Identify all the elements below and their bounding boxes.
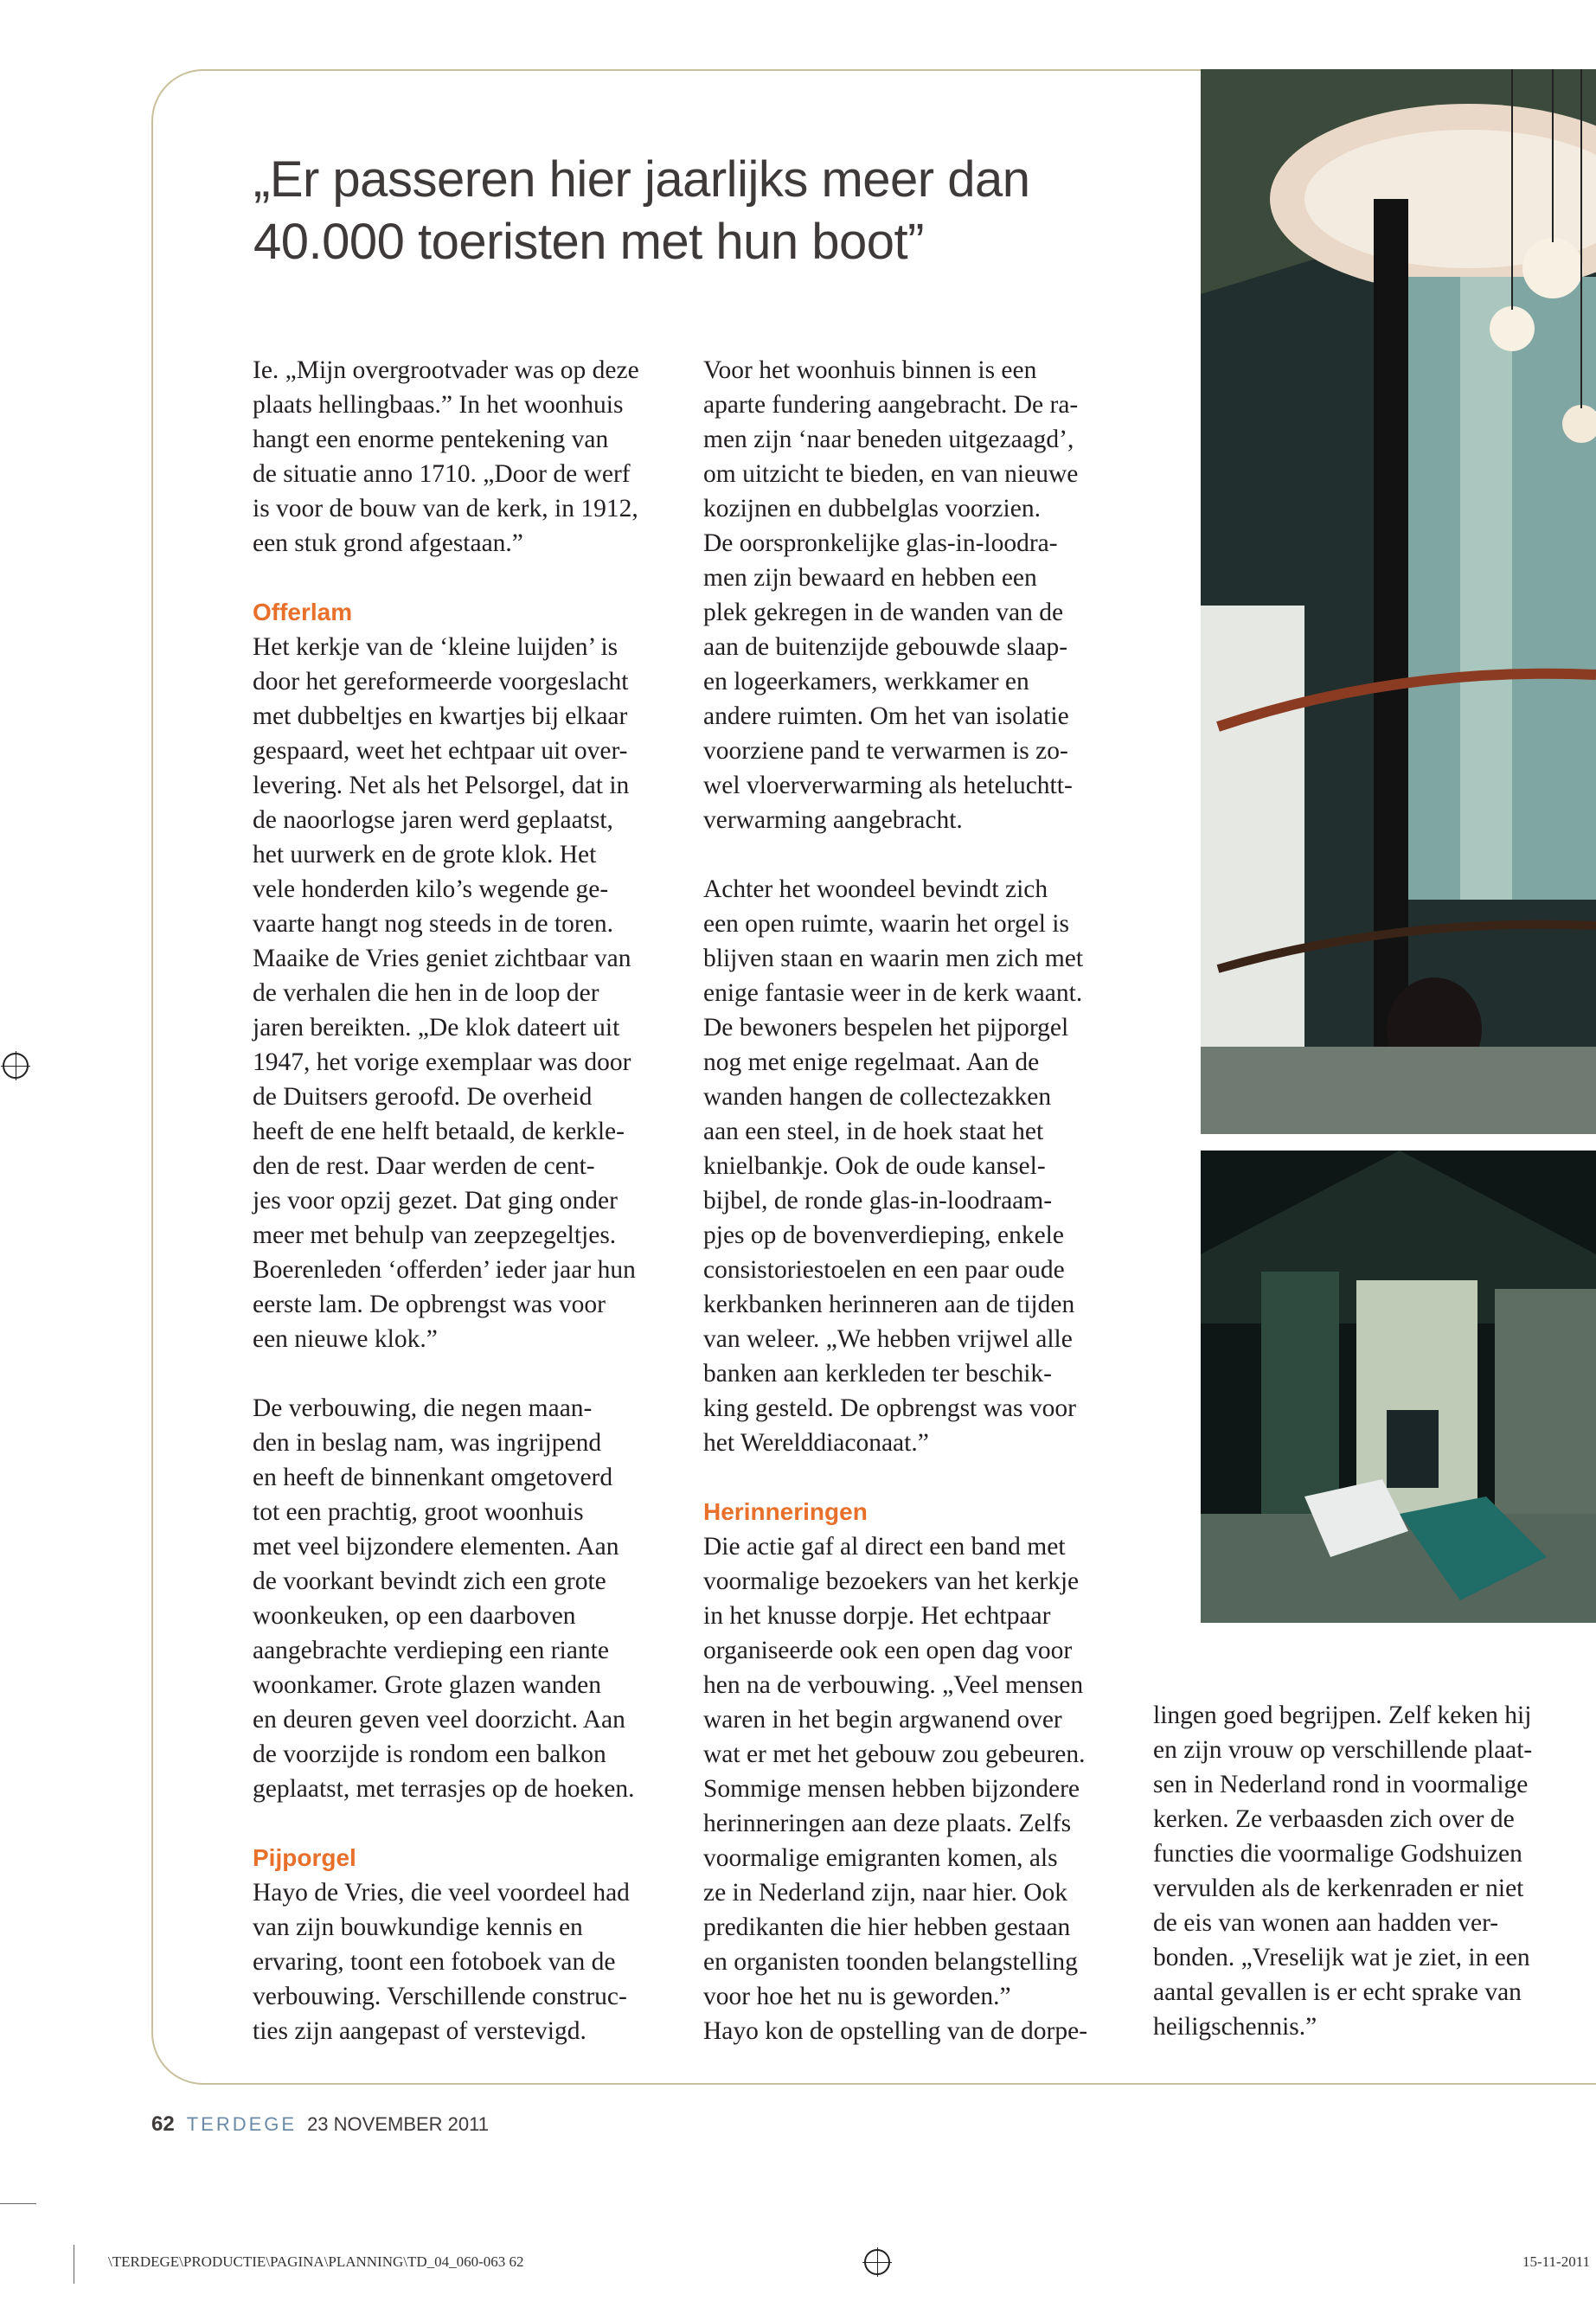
- registration-mark-icon: [864, 2249, 890, 2275]
- body-text-line: en logeerkamers, werkkamer en: [703, 668, 1029, 695]
- body-text-line: Ie. „Mijn overgrootvader was op deze: [253, 356, 639, 384]
- body-text-line: door het gereformeerde voorgeslacht: [253, 668, 629, 695]
- body-text-line: men zijn bewaard en hebben een: [703, 564, 1037, 592]
- body-text-line: verwarming aangebracht.: [703, 806, 963, 834]
- body-text-line: woonkeuken, op een daarboven: [253, 1602, 576, 1630]
- body-text-line: de eis van wonen aan hadden ver-: [1153, 1909, 1499, 1937]
- body-text-line: vervulden als de kerkenraden er niet: [1153, 1875, 1524, 1902]
- body-text-line: het Werelddiaconaat.”: [703, 1429, 929, 1457]
- body-text-line: plaats hellingbaas.” In het woonhuis: [253, 391, 624, 419]
- body-text-line: van zijn bouwkundige kennis en: [253, 1913, 583, 1941]
- pull-quote: [253, 149, 1118, 273]
- pull-quote-line: 40.000 toeristen met hun boot”: [253, 214, 924, 270]
- paragraph-gap: [703, 837, 1136, 872]
- body-text-line: eerste lam. De opbrengst was voor: [253, 1291, 606, 1318]
- body-text-line: den de rest. Daar werden de cent-: [253, 1152, 595, 1180]
- photo-living-room: [1201, 1150, 1596, 1623]
- body-text-line: 1947, het vorige exemplaar was door: [253, 1048, 631, 1076]
- body-text-line: om uitzicht te bieden, en van nieuwe: [703, 460, 1079, 488]
- body-text-line: king gesteld. De opbrengst was voor: [703, 1394, 1076, 1422]
- pull-quote-line: „Er passeren hier jaarlijks meer dan: [253, 151, 1030, 208]
- body-text-line: ervaring, toont een fotoboek van de: [253, 1948, 616, 1976]
- body-text-line: geplaatst, met terrasjes op de hoeken.: [253, 1775, 635, 1803]
- body-text-line: Achter het woondeel bevindt zich: [703, 875, 1048, 903]
- body-text-line: blijven staan en waarin men zich met: [703, 945, 1084, 972]
- body-text-line: met veel bijzondere elementen. Aan: [253, 1533, 619, 1561]
- body-text-line: en organisten toonden belangstelling: [703, 1948, 1078, 1976]
- crop-mark: [0, 2203, 36, 2204]
- body-text-line: consistoriestoelen en een paar oude: [703, 1256, 1065, 1284]
- body-text-line: is voor de bouw van de kerk, in 1912,: [253, 495, 638, 522]
- body-text-line: met dubbeltjes en kwartjes bij elkaar: [253, 702, 628, 730]
- body-text-line: de Duitsers geroofd. De overheid: [253, 1083, 593, 1111]
- body-text-line: lingen goed begrijpen. Zelf keken hij: [1153, 1702, 1532, 1729]
- body-text-line: kerken. Ze verbaasden zich over de: [1153, 1805, 1515, 1833]
- section-heading: Herinneringen: [703, 1498, 868, 1525]
- body-text-line: De oorspronkelijke glas-in-loodra-: [703, 529, 1058, 557]
- body-text-line: ties zijn aangepast of verstevigd.: [253, 2017, 586, 2045]
- body-text-line: hangt een enorme pentekening van: [253, 426, 609, 453]
- body-text-line: jes voor opzij gezet. Dat ging onder: [253, 1187, 618, 1215]
- paragraph-gap: [253, 1356, 685, 1391]
- body-text-line: men zijn ‘naar beneden uitgezaagd’,: [703, 426, 1074, 453]
- section-heading: Offerlam: [253, 599, 353, 625]
- body-text-line: de naoorlogse jaren werd geplaatst,: [253, 806, 613, 834]
- body-text-line: jaren bereikten. „De klok dateert uit: [253, 1014, 620, 1042]
- body-text-line: levering. Net als het Pelsorgel, dat in: [253, 772, 630, 799]
- body-text-line: sen in Nederland rond in voormalige: [1153, 1771, 1529, 1798]
- body-text-line: voorziene pand te verwarmen is zo-: [703, 737, 1068, 765]
- body-text-line: gespaard, weet het echtpaar uit over-: [253, 737, 628, 765]
- body-text-line: De verbouwing, die negen maan-: [253, 1394, 593, 1422]
- body-text-line: heeft de ene helft betaald, de kerkle-: [253, 1118, 625, 1145]
- body-text-line: Voor het woonhuis binnen is een: [703, 356, 1037, 384]
- page-footer: [151, 2112, 489, 2137]
- body-text-line: de voorzijde is rondom een balkon: [253, 1740, 606, 1768]
- magazine-name: TERDEGE: [186, 2113, 298, 2135]
- registration-mark-icon: [3, 1053, 29, 1079]
- photo-spiral-staircase: [1201, 69, 1596, 1134]
- body-text-line: en heeft de binnenkant omgetoverd: [253, 1464, 613, 1491]
- body-text-line: De bewoners bespelen het pijporgel: [703, 1014, 1069, 1042]
- body-text-line: Hayo de Vries, die veel voordeel had: [253, 1879, 630, 1907]
- body-text-line: Maaike de Vries geniet zichtbaar van: [253, 945, 631, 972]
- body-text-line: een open ruimte, waarin het orgel is: [703, 910, 1069, 938]
- living-room-photo-illustration: [1201, 1150, 1596, 1623]
- body-text-line: kozijnen en dubbelglas voorzien.: [703, 495, 1041, 522]
- print-slug-date: 15-11-2011: [1522, 2253, 1591, 2270]
- print-slug-path: \TERDEGE\PRODUCTIE\PAGINA\PLANNING\TD_04_060-063 62: [108, 2253, 524, 2270]
- paragraph-gap: [703, 1460, 1136, 1495]
- body-text-line: herinneringen aan deze plaats. Zelfs: [703, 1810, 1072, 1837]
- body-text-line: bijbel, de ronde glas-in-loodraam-: [703, 1187, 1053, 1215]
- text-column-3: [1153, 1698, 1586, 2044]
- body-text-line: den in beslag nam, was ingrijpend: [253, 1429, 602, 1457]
- body-text-line: nog met enige regelmaat. Aan de: [703, 1048, 1040, 1076]
- staircase-photo-illustration: [1201, 69, 1596, 1134]
- body-text-line: predikanten die hier hebben gestaan: [703, 1913, 1071, 1941]
- paragraph-gap: [253, 561, 685, 595]
- body-text-line: wanden hangen de collectezakken: [703, 1083, 1052, 1111]
- body-text-line: vele honderden kilo’s wegende ge-: [253, 875, 609, 903]
- body-text-line: en deuren geven veel doorzicht. Aan: [253, 1706, 625, 1734]
- body-text-line: organiseerde ook een open dag voor: [703, 1637, 1073, 1664]
- body-text-line: plek gekregen in de wanden van de: [703, 599, 1064, 626]
- body-text-line: ze in Nederland zijn, naar hier. Ook: [703, 1879, 1068, 1907]
- body-text-line: Het kerkje van de ‘kleine luijden’ is: [253, 633, 619, 661]
- body-text-line: pjes op de bovenverdieping, enkele: [703, 1221, 1064, 1249]
- body-text-line: aparte fundering aangebracht. De ra-: [703, 391, 1079, 419]
- body-text-line: tot een prachtig, groot woonhuis: [253, 1498, 584, 1526]
- text-column-1: [253, 353, 685, 2048]
- body-text-line: een nieuwe klok.”: [253, 1325, 438, 1353]
- body-text-line: een stuk grond afgestaan.”: [253, 529, 523, 557]
- body-text-line: Boerenleden ‘offerden’ ieder jaar hun: [253, 1256, 636, 1284]
- issue-date: 23 NOVEMBER 2011: [307, 2113, 489, 2135]
- body-text-line: vaarte hangt nog steeds in de toren.: [253, 910, 613, 938]
- body-text-line: voor hoe het nu is geworden.”: [703, 1983, 1011, 2010]
- body-text-line: Die actie gaf al direct een band met: [703, 1533, 1066, 1561]
- body-text-line: de situatie anno 1710. „Door de werf: [253, 460, 631, 488]
- body-text-line: wel vloerverwarming als heteluchtt-: [703, 772, 1073, 799]
- body-text-line: aan een steel, in de hoek staat het: [703, 1118, 1044, 1145]
- body-text-line: en zijn vrouw op verschillende plaat-: [1153, 1736, 1533, 1764]
- body-text-line: aan de buitenzijde gebouwde slaap-: [703, 633, 1068, 661]
- body-text-line: Hayo kon de opstelling van de dorpe-: [703, 2017, 1088, 2045]
- body-text-line: het uurwerk en de grote klok. Het: [253, 841, 597, 868]
- body-text-line: waren in het begin argwanend over: [703, 1706, 1062, 1734]
- body-text-line: banken aan kerkleden ter beschik-: [703, 1360, 1052, 1388]
- body-text-line: van weleer. „We hebben vrijwel alle: [703, 1325, 1073, 1353]
- body-text-line: aangebrachte verdieping een riante: [253, 1637, 609, 1664]
- body-text-line: bonden. „Vreselijk wat je ziet, in een: [1153, 1944, 1530, 1971]
- body-text-line: enige fantasie weer in de kerk waant.: [703, 979, 1083, 1007]
- body-text-line: functies die voormalige Godshuizen: [1153, 1840, 1522, 1868]
- body-text-line: Sommige mensen hebben bijzondere: [703, 1775, 1080, 1803]
- body-text-line: aantal gevallen is er echt sprake van: [1153, 1978, 1522, 2006]
- body-text-line: kerkbanken herinneren aan de tijden: [703, 1291, 1075, 1318]
- body-text-line: heiligschennis.”: [1153, 2013, 1317, 2041]
- body-text-line: voormalige emigranten komen, als: [703, 1844, 1058, 1872]
- body-text-line: voormalige bezoekers van het kerkje: [703, 1567, 1080, 1595]
- body-text-line: verbouwing. Verschillende construc-: [253, 1983, 627, 2010]
- text-column-2: [703, 353, 1136, 2048]
- body-text-line: hen na de verbouwing. „Veel mensen: [703, 1671, 1084, 1699]
- section-heading: Pijporgel: [253, 1844, 356, 1871]
- body-text-line: woonkamer. Grote glazen wanden: [253, 1671, 602, 1699]
- body-text-line: wat er met het gebouw zou gebeuren.: [703, 1740, 1086, 1768]
- body-text-line: knielbankje. Ook de oude kansel-: [703, 1152, 1046, 1180]
- body-text-line: de verhalen die hen in de loop der: [253, 979, 599, 1007]
- paragraph-gap: [253, 1806, 685, 1841]
- body-text-line: andere ruimten. Om het van isolatie: [703, 702, 1069, 730]
- body-text-line: meer met behulp van zeepzegeltjes.: [253, 1221, 617, 1249]
- body-text-line: de voorkant bevindt zich een grote: [253, 1567, 606, 1595]
- page-number: 62: [151, 2112, 175, 2136]
- body-text-line: in het knusse dorpje. Het echtpaar: [703, 1602, 1051, 1630]
